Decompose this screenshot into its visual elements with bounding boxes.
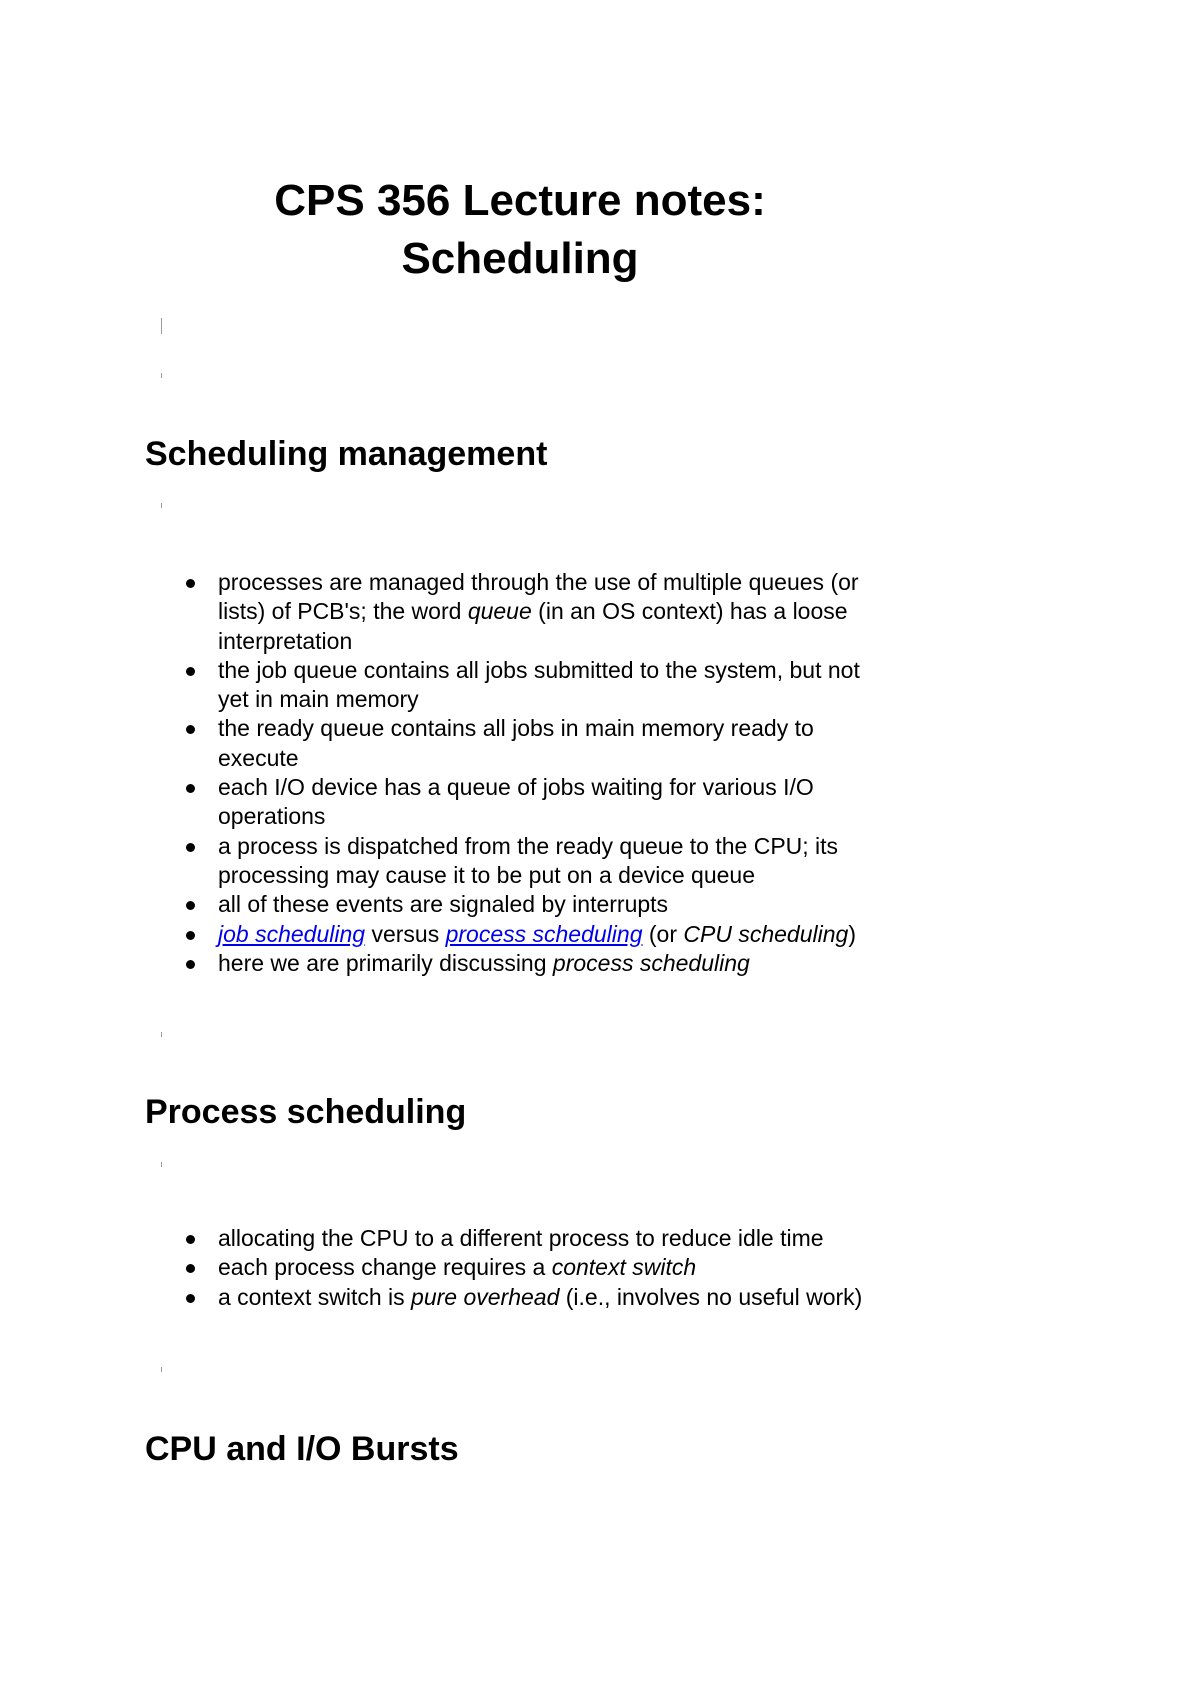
section-heading-cpu-io-bursts: CPU and I/O Bursts	[145, 1430, 459, 1468]
list-item: the ready queue contains all jobs in main memory ready to execute	[186, 714, 886, 773]
bullet-icon	[186, 1294, 195, 1303]
bullet-icon	[186, 931, 195, 940]
list-item: here we are primarily discussing process scheduling	[186, 949, 886, 978]
margin-tick	[161, 373, 162, 378]
bullet-icon	[186, 579, 195, 588]
list-item: allocating the CPU to a different process to reduce idle time	[186, 1224, 886, 1253]
bullet-icon	[186, 960, 195, 969]
list-item: each process change requires a context switch	[186, 1253, 886, 1282]
section-heading-scheduling-management: Scheduling management	[145, 435, 548, 473]
process-scheduling-list	[186, 1224, 886, 1312]
bullet-icon	[186, 843, 195, 852]
list-item: processes are managed through the use of multiple queues (or lists) of PCB's; the word queue (in an OS context) has a loose interpretation	[186, 568, 886, 656]
bullet-icon	[186, 667, 195, 676]
scheduling-management-list	[186, 568, 886, 978]
bullet-icon	[186, 725, 195, 734]
list-item: job scheduling versus process scheduling (or CPU scheduling)	[186, 920, 886, 949]
section-heading-process-scheduling: Process scheduling	[145, 1093, 467, 1131]
process-scheduling-link[interactable]: process scheduling	[445, 920, 643, 947]
list-item: each I/O device has a queue of jobs waiting for various I/O operations	[186, 773, 886, 832]
bullet-icon	[186, 901, 195, 910]
title-line-1: CPS 356 Lecture notes:	[274, 176, 766, 225]
margin-tick	[161, 1162, 162, 1167]
margin-tick	[161, 318, 162, 334]
margin-tick	[161, 1032, 162, 1037]
list-item: a context switch is pure overhead (i.e., involves no useful work)	[186, 1283, 886, 1312]
list-item: a process is dispatched from the ready queue to the CPU; its processing may cause it to be put on a device queue	[186, 832, 886, 891]
job-scheduling-link[interactable]: job scheduling	[218, 920, 366, 947]
list-item: the job queue contains all jobs submitted to the system, but not yet in main memory	[186, 656, 886, 715]
margin-tick	[161, 503, 162, 508]
list-item: all of these events are signaled by interrupts	[186, 890, 886, 919]
title-line-2: Scheduling	[401, 234, 639, 283]
margin-tick	[161, 1367, 162, 1372]
bullet-icon	[186, 1235, 195, 1244]
bullet-icon	[186, 1264, 195, 1273]
bullet-icon	[186, 784, 195, 793]
page-title	[180, 172, 860, 288]
